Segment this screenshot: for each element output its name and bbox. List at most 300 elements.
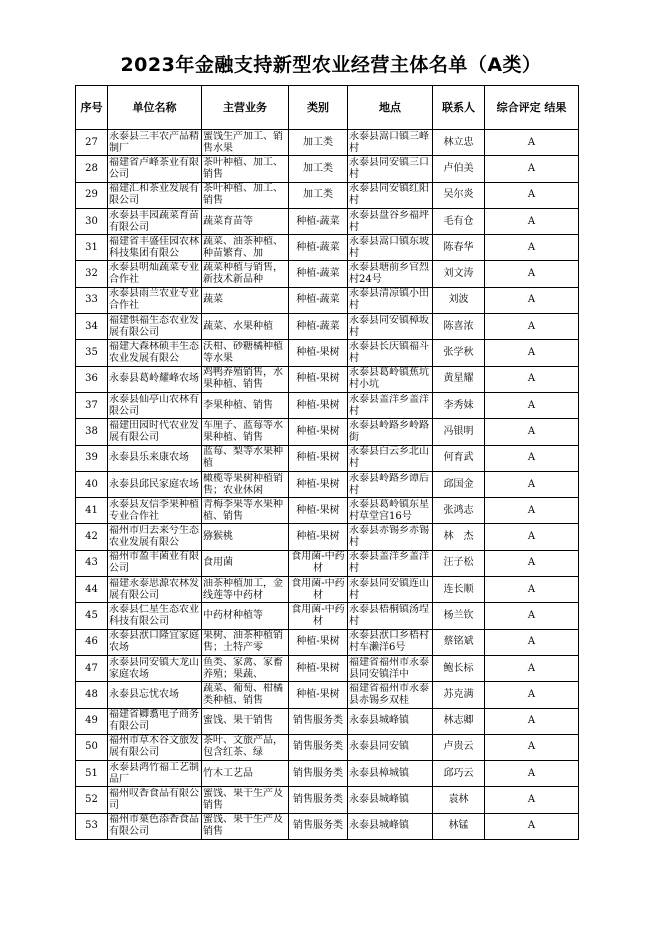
row-category [290,657,346,681]
row-category [290,341,346,365]
row-business-text: 食用菌 [203,557,233,569]
row-category-cell [289,682,348,708]
row-category-text: 种植-蔬菜 [296,215,340,227]
row-business-text: 青梅李果等水果种植、销售 [203,498,283,522]
row-contact [434,578,483,602]
row-business-cell [202,208,289,234]
row-location-cell [348,708,433,734]
row-rating-cell [485,761,579,787]
table-row [76,682,579,708]
row-contact-cell [433,524,485,550]
row-business-text: 橄榄等果树种植销售；农业休闲 [203,472,283,496]
row-seq-cell [76,182,108,208]
row-business [203,183,287,207]
row-rating [486,788,577,812]
row-seq-cell [76,734,108,760]
row-contact [434,551,483,575]
row-rating [486,394,577,418]
row-business-text: 蔬菜育苗等 [203,215,253,227]
row-business-cell [202,813,289,839]
row-contact [434,788,483,812]
row-rating [486,315,577,339]
row-contact [434,210,483,234]
row-contact [434,315,483,339]
row-location-cell [348,314,433,340]
row-location [349,683,431,707]
row-seq-text: 31 [85,241,98,253]
row-rating-text: A [527,425,536,437]
row-contact-text: 黄星耀 [443,373,474,385]
row-location [349,341,431,365]
row-category [290,604,346,628]
row-category-cell [289,603,348,629]
row-category [290,551,346,575]
row-seq-cell [76,261,108,287]
row-seq-text: 48 [85,688,98,700]
row-contact-cell [433,708,485,734]
row-contact-cell [433,156,485,182]
row-contact [434,473,483,497]
row-location [349,131,431,155]
row-category-cell [289,577,348,603]
row-category [290,236,346,260]
row-business-cell [202,340,289,366]
row-seq-cell [76,208,108,234]
row-contact-cell [433,682,485,708]
row-contact [434,446,483,470]
row-rating [486,604,577,628]
row-contact-cell [433,655,485,681]
row-category [290,420,346,444]
row-location-text: 永泰县盖洋乡盖洋村 [349,393,429,417]
row-unit-name [109,630,200,654]
table-row [76,208,579,234]
row-business-cell [202,708,289,734]
row-rating-text: A [527,294,536,306]
row-location [349,315,431,339]
row-location-text: 永泰县嵩口镇三峰村 [349,130,429,154]
row-rating-text: A [527,136,536,148]
row-unit-name-cell [108,445,202,471]
row-business-cell [202,655,289,681]
row-location-text: 永泰县赤锡乡赤锡村 [349,525,429,549]
row-seq-text: 53 [85,820,98,832]
row-seq [77,157,106,181]
row-contact [434,157,483,181]
row-seq-text: 38 [85,425,98,437]
row-category-text: 种植-果树 [296,662,340,674]
row-business-text: 蔬菜、葡萄、柑橘类种植、销售 [203,682,283,706]
row-unit-name [109,262,200,286]
row-unit-name-text: 福州市归去来兮生态农业发展有限公 [109,525,199,549]
row-category [290,131,346,155]
row-category-text: 加工类 [303,136,333,148]
row-contact [434,657,483,681]
row-rating-text: A [527,452,536,464]
row-rating [486,262,577,286]
header-contact: 联系人 [433,86,485,130]
row-unit-name-text: 永泰县忘忧农场 [109,688,179,700]
row-unit-name-text: 永泰县葛岭耀峰农场 [109,373,199,385]
row-contact-text: 鲍长标 [443,662,474,674]
row-business [203,420,287,444]
row-business-text: 蓝莓、梨等水果种植 [203,446,283,470]
row-unit-name [109,288,200,312]
row-location [349,551,431,575]
row-seq-text: 51 [85,767,98,779]
row-rating-cell [485,156,579,182]
row-category [290,683,346,707]
row-unit-name-cell [108,761,202,787]
row-rating-cell [485,208,579,234]
row-contact-text: 吴尔炎 [443,189,474,201]
row-location-cell [348,208,433,234]
row-rating-cell [485,629,579,655]
row-location-cell [348,261,433,287]
row-unit-name-text: 永泰县洑口隆宜家庭农场 [109,630,199,654]
row-location-cell [348,682,433,708]
row-rating [486,578,577,602]
row-contact-cell [433,471,485,497]
row-unit-name-cell [108,471,202,497]
row-location-cell [348,813,433,839]
row-category-cell [289,813,348,839]
row-rating-text: A [527,531,536,543]
row-category-cell [289,287,348,313]
row-rating-text: A [527,794,536,806]
row-seq [77,473,106,497]
row-seq [77,315,106,339]
row-category-cell [289,235,348,261]
row-category-cell [289,130,348,156]
row-business-text: 蜜饯、果干生产及销售 [203,788,283,812]
row-rating-cell [485,471,579,497]
row-business-cell [202,682,289,708]
row-seq [77,735,106,759]
row-category-text: 种植-果树 [296,688,340,700]
row-seq [77,814,106,838]
row-seq-cell [76,471,108,497]
row-category-text: 种植-果树 [296,531,340,543]
row-category [290,762,346,786]
row-contact-text: 何育武 [443,452,474,464]
row-category-cell [289,761,348,787]
row-unit-name-cell [108,287,202,313]
row-business-text: 茶叶、文旅产品，包含红茶、绿 [203,735,283,759]
row-contact-cell [433,734,485,760]
row-business [203,288,287,312]
row-location [349,210,431,234]
row-contact [434,499,483,523]
row-business-cell [202,130,289,156]
row-location [349,788,431,812]
row-seq [77,762,106,786]
row-location-cell [348,655,433,681]
row-location-cell [348,603,433,629]
row-business-cell [202,261,289,287]
row-contact [434,288,483,312]
row-seq [77,288,106,312]
row-rating-text: A [527,215,536,227]
row-rating-text: A [527,715,536,727]
row-rating-text: A [527,162,536,174]
row-location [349,420,431,444]
row-unit-name-text: 福建大森林硕丰生态农业发展有限公 [109,341,199,365]
row-business [203,525,287,549]
row-seq [77,236,106,260]
row-unit-name-cell [108,208,202,234]
table-header-row [76,86,579,130]
row-rating [486,367,577,391]
table-row [76,314,579,340]
row-unit-name-cell [108,340,202,366]
row-seq-text: 40 [85,478,98,490]
row-category-text: 种植-果树 [296,373,340,385]
row-location-text: 永泰县梧桐镇汤埕村 [349,603,429,627]
row-seq-text: 42 [85,531,98,543]
row-unit-name-cell [108,629,202,655]
row-category-cell [289,787,348,813]
row-business-cell [202,550,289,576]
table-row [76,524,579,550]
row-rating [486,288,577,312]
row-category [290,262,346,286]
row-business [203,578,287,602]
row-unit-name [109,131,200,155]
row-unit-name [109,367,200,391]
row-category [290,315,346,339]
row-rating-cell [485,314,579,340]
row-business-cell [202,603,289,629]
header-rating: 综合评定 结果 [485,86,579,130]
row-location-text: 永泰县城峰镇 [349,715,409,727]
row-category [290,578,346,602]
row-seq-text: 41 [85,504,98,516]
header-unit: 单位名称 [108,86,202,130]
table-row [76,340,579,366]
row-contact [434,262,483,286]
row-business-cell [202,392,289,418]
row-category-cell [289,314,348,340]
row-business-text: 车厘子、蓝莓等水果种植、销售 [203,419,283,443]
row-unit-name-cell [108,734,202,760]
row-business-cell [202,471,289,497]
row-contact-cell [433,366,485,392]
row-business [203,762,287,786]
row-business [203,657,287,681]
row-seq [77,604,106,628]
row-rating-cell [485,550,579,576]
row-rating [486,814,577,838]
row-seq-text: 33 [85,294,98,306]
row-business [203,157,287,181]
row-contact-text: 卢伯美 [443,162,474,174]
row-location-cell [348,366,433,392]
row-contact-text: 苏克满 [443,688,474,700]
row-unit-name [109,604,200,628]
row-seq-cell [76,813,108,839]
row-unit-name [109,473,200,497]
row-seq-text: 35 [85,347,98,359]
row-category [290,709,346,733]
row-business-cell [202,577,289,603]
row-contact-cell [433,130,485,156]
row-location-cell [348,235,433,261]
row-rating-cell [485,682,579,708]
row-seq [77,525,106,549]
row-category-cell [289,392,348,418]
header-business: 主营业务 [202,86,289,130]
row-location-cell [348,287,433,313]
row-category-cell [289,708,348,734]
row-rating-cell [485,366,579,392]
row-location-cell [348,761,433,787]
row-contact-text: 李秀妹 [443,399,474,411]
row-business-text: 茶叶种植、加工、销售 [203,156,283,180]
row-contact-text: 连长顺 [443,583,474,595]
row-location-text: 永泰县葛岭镇东星村草堂宫16号 [349,498,429,522]
row-location [349,578,431,602]
row-location-text: 永泰县清凉镇小田村 [349,288,429,312]
row-location [349,183,431,207]
row-category [290,473,346,497]
row-location-cell [348,471,433,497]
row-rating-text: A [527,741,536,753]
row-business-cell [202,419,289,445]
row-business-text: 茶叶种植、加工、销售 [203,183,283,207]
row-business-text: 蔬菜 [203,294,223,306]
row-unit-name-cell [108,577,202,603]
row-unit-name [109,499,200,523]
row-unit-name [109,551,200,575]
row-category [290,288,346,312]
row-rating-text: A [527,373,536,385]
row-rating-cell [485,708,579,734]
row-rating-text: A [527,189,536,201]
row-contact-text: 刘文涛 [443,268,474,280]
row-category-text: 食用菌-中药材 [291,577,345,601]
row-business [203,735,287,759]
row-business [203,394,287,418]
row-contact [434,814,483,838]
row-business [203,341,287,365]
row-contact-text: 林 杰 [443,531,474,543]
row-unit-name [109,683,200,707]
row-seq [77,131,106,155]
table-row [76,130,579,156]
row-seq [77,394,106,418]
row-location-text: 永泰县樟城镇 [349,767,409,779]
row-unit-name-text: 永泰县丰园蔬菜育苗有限公司 [109,209,199,233]
row-rating-cell [485,235,579,261]
row-business [203,551,287,575]
row-seq-text: 50 [85,741,98,753]
row-business-cell [202,182,289,208]
row-category-text: 种植-蔬菜 [296,294,340,306]
row-rating [486,236,577,260]
table-row [76,813,579,839]
row-rating-text: A [527,583,536,595]
row-unit-name [109,394,200,418]
row-rating-text: A [527,767,536,779]
row-category [290,525,346,549]
table-row [76,287,579,313]
row-location-text: 永泰县塘前乡官烈村24号 [349,262,429,286]
enterprise-table [75,85,579,840]
row-rating [486,551,577,575]
row-contact [434,709,483,733]
row-contact-cell [433,550,485,576]
row-seq [77,341,106,365]
row-category-text: 种植-果树 [296,347,340,359]
row-business [203,315,287,339]
row-business-cell [202,761,289,787]
row-rating [486,630,577,654]
row-contact-text: 毛有仓 [443,215,474,227]
row-category-cell [289,419,348,445]
row-contact-text: 杨兰钦 [443,609,474,621]
row-business [203,604,287,628]
row-unit-name [109,210,200,234]
row-rating [486,657,577,681]
row-category-text: 销售服务类 [293,715,343,727]
row-seq [77,788,106,812]
row-contact [434,525,483,549]
row-location-text: 永泰县城峰镇 [349,820,409,832]
row-seq-cell [76,629,108,655]
row-contact-cell [433,787,485,813]
row-contact-cell [433,419,485,445]
row-contact [434,394,483,418]
row-business [203,473,287,497]
row-location-cell [348,340,433,366]
row-business [203,630,287,654]
table-row [76,471,579,497]
row-business [203,446,287,470]
row-category-cell [289,445,348,471]
row-rating [486,420,577,444]
row-business-text: 沃柑、砂糖橘种植等水果 [203,341,283,365]
row-seq [77,578,106,602]
row-unit-name-cell [108,235,202,261]
row-seq [77,683,106,707]
row-location [349,499,431,523]
row-location-text: 永泰县盘谷乡福坪村 [349,209,429,233]
table-row [76,261,579,287]
row-rating [486,157,577,181]
row-business-text: 蜜饯、果干生产及销售 [203,814,283,838]
row-seq [77,262,106,286]
row-unit-name-cell [108,156,202,182]
row-seq-cell [76,708,108,734]
row-category-text: 食用菌-中药材 [291,551,345,575]
row-unit-name-cell [108,261,202,287]
row-seq-cell [76,655,108,681]
row-category [290,210,346,234]
row-seq-cell [76,314,108,340]
row-seq-cell [76,235,108,261]
row-location-text: 永泰县同安镇樟坂村 [349,314,429,338]
row-location [349,525,431,549]
row-location [349,762,431,786]
row-contact [434,683,483,707]
row-category-cell [289,182,348,208]
row-contact-cell [433,392,485,418]
table-row [76,445,579,471]
row-unit-name-text: 福建省卿翥电子商务有限公司 [109,709,199,733]
row-seq [77,551,106,575]
row-unit-name [109,341,200,365]
